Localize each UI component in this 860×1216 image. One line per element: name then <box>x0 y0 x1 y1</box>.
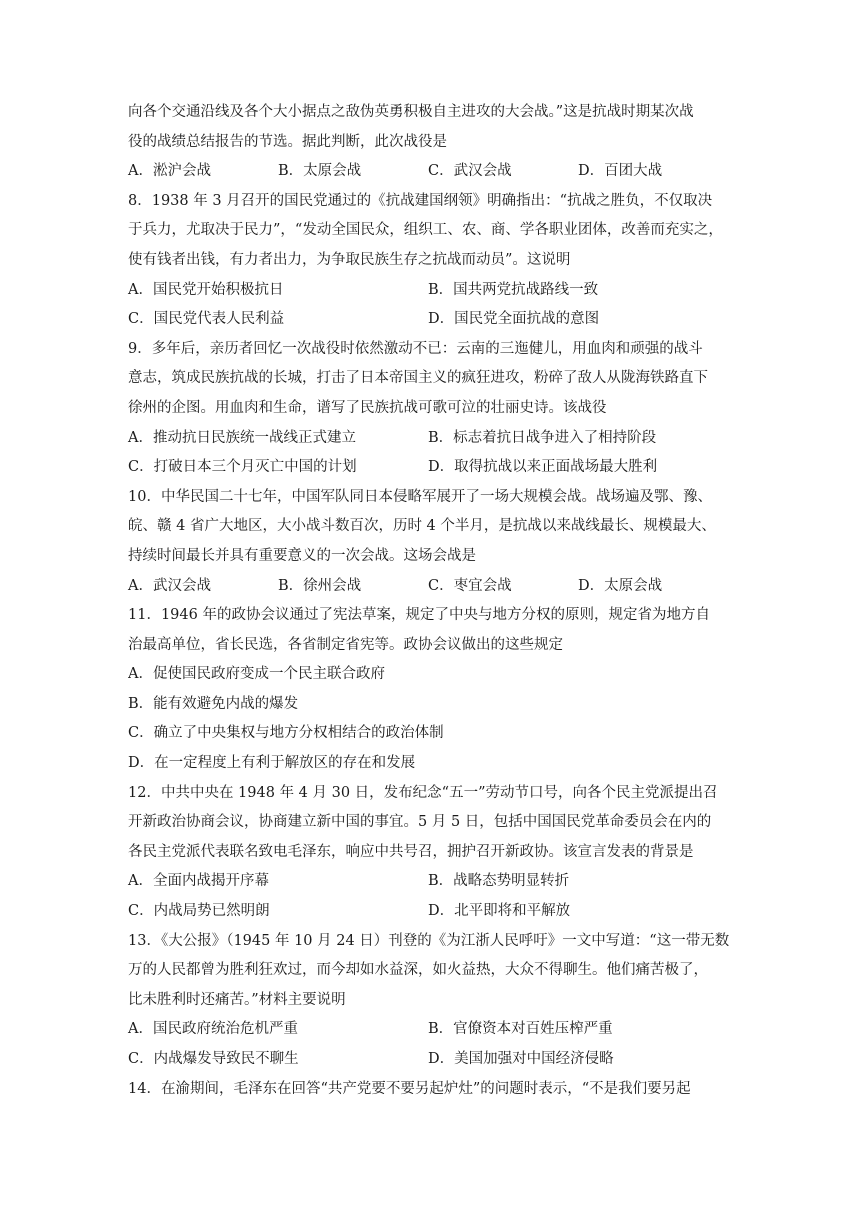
option-d: D．在一定程度上有利于解放区的存在和发展 <box>128 755 416 772</box>
option-b: B．徐州会战 <box>278 577 362 594</box>
question-text-line: 8．1938 年 3 月召开的国民党通过的《抗战建国纲领》明确指出：“抗战之胜负，不仅取决 <box>128 192 713 209</box>
option-row <box>128 1015 740 1045</box>
option-row <box>128 157 740 187</box>
question-11 <box>128 601 740 779</box>
option-row <box>128 276 740 306</box>
option-a: A．全面内战揭开序幕 <box>128 873 269 890</box>
option-a: A．促使国民政府变成一个民主联合政府 <box>128 666 385 683</box>
option-d: D．美国加强对中国经济侵略 <box>428 1051 614 1067</box>
question-text-line: 意志，筑成民族抗战的长城，打击了日本帝国主义的疯狂进攻，粉碎了敌人从陇海铁路直下 <box>128 370 708 387</box>
option-a: A．国民党开始积极抗日 <box>128 281 284 298</box>
question-list <box>128 98 740 1104</box>
question-text-line: 12．中共中央在 1948 年 4 月 30 日，发布纪念“五一”劳动节口号，向各个民主党派提出召 <box>128 784 718 801</box>
option-d: D．百团大战 <box>578 163 663 180</box>
question-text-line: 使有钱者出钱，有力者出力，为争取民族生存之抗战而动员”。这说明 <box>128 251 571 268</box>
option-c: C．打破日本三个月灭亡中国的计划 <box>128 459 357 476</box>
option-a: A．武汉会战 <box>128 577 211 594</box>
option-a: A．国民政府统治危机严重 <box>128 1021 298 1038</box>
option-b: B．官僚资本对百姓压榨严重 <box>428 1021 613 1038</box>
question-10 <box>128 483 740 601</box>
option-c: C．枣宜会战 <box>428 577 512 594</box>
question-text-line: 役的战绩总结报告的节选。据此判断，此次战役是 <box>128 133 447 150</box>
question-9 <box>128 335 740 483</box>
question-text-line: 向各个交通沿线及各个大小据点之敌伪英勇积极自主进攻的大会战。”这是抗战时期某次战 <box>128 104 694 120</box>
question-8 <box>128 187 740 335</box>
option-b: B．标志着抗日战争进入了相持阶段 <box>428 429 657 446</box>
option-d: D．国民党全面抗战的意图 <box>428 311 600 328</box>
option-b: B．国共两党抗战路线一致 <box>428 281 599 298</box>
question-12 <box>128 779 740 927</box>
question-13 <box>128 927 740 1075</box>
question-text-line: 开新政治协商会议，协商建立新中国的事宜。5 月 5 日，包括中国国民党革命委员会在内的 <box>128 814 712 831</box>
option-c: C．确立了中央集权与地方分权相结合的政治体制 <box>128 725 444 742</box>
question-text-line: 各民主党派代表联名致电毛泽东，响应中共号召，拥护召开新政协。该宣言发表的背景是 <box>128 843 694 860</box>
option-row <box>128 424 740 454</box>
option-row <box>128 453 740 483</box>
question-text-line: 于兵力，尤取决于民力”，“发动全国民众，组织工、农、商、学各职业团体，改善而充实之， <box>128 222 723 239</box>
question-text-line: 13．《大公报》（1945 年 10 月 24 日）刊登的《为江浙人民呼吁》一文中写道：“这一带无数 <box>128 932 730 949</box>
option-c: C．武汉会战 <box>428 163 512 180</box>
question-text-line: 9．多年后，亲历者回忆一次战役时依然激动不已：云南的三迤健儿，用血肉和顽强的战斗 <box>128 340 703 357</box>
question-text-line: 徐州的企图。用血肉和生命，谱写了民族抗战可歌可泣的壮丽史诗。该战役 <box>128 399 607 416</box>
question-text-line: 皖、赣 4 省广大地区，大小战斗数百次，历时 4 个半月，是抗战以来战线最长、规模最大、 <box>128 518 716 535</box>
option-d: D．北平即将和平解放 <box>428 903 571 920</box>
option-c: C．内战爆发导致民不聊生 <box>128 1051 299 1067</box>
question-14 <box>128 1075 740 1105</box>
question-text-line: 万的人民都曾为胜利狂欢过，而今却如水益深，如火益热，大众不得聊生。他们痛苦极了， <box>128 962 708 979</box>
option-d: D．取得抗战以来正面战场最大胜利 <box>428 459 658 476</box>
question-7 <box>128 98 740 187</box>
option-c: C．内战局势已然明朗 <box>128 903 270 920</box>
option-b: B．太原会战 <box>278 163 362 180</box>
option-b: B．战略态势明显转折 <box>428 873 570 890</box>
option-b: B．能有效避免内战的爆发 <box>128 695 299 712</box>
option-row <box>128 867 740 897</box>
option-a: A．淞沪会战 <box>128 163 211 180</box>
option-a: A．推动抗日民族统一战线正式建立 <box>128 429 356 446</box>
option-row <box>128 897 740 927</box>
question-text-line: 比未胜利时还痛苦。”材料主要说明 <box>128 991 346 1008</box>
option-row <box>128 305 740 335</box>
option-row <box>128 572 740 602</box>
question-text-line: 11．1946 年的政协会议通过了宪法草案，规定了中央与地方分权的原则，规定省为地方自 <box>128 607 710 624</box>
option-c: C．国民党代表人民利益 <box>128 311 285 328</box>
question-text-line: 10．中华民国二十七年，中国军队同日本侵略军展开了一场大规模会战。战场遍及鄂、豫、 <box>128 488 712 505</box>
question-text-line: 持续时间最长并具有重要意义的一次会战。这场会战是 <box>128 547 476 564</box>
option-row <box>128 1045 740 1075</box>
option-d: D．太原会战 <box>578 577 663 594</box>
question-text-line: 14．在渝期间，毛泽东在回答“共产党要不要另起炉灶”的问题时表示，“不是我们要另起 <box>128 1080 691 1097</box>
question-text-line: 治最高单位，省长民选，各省制定省宪等。政协会议做出的这些规定 <box>128 636 563 653</box>
